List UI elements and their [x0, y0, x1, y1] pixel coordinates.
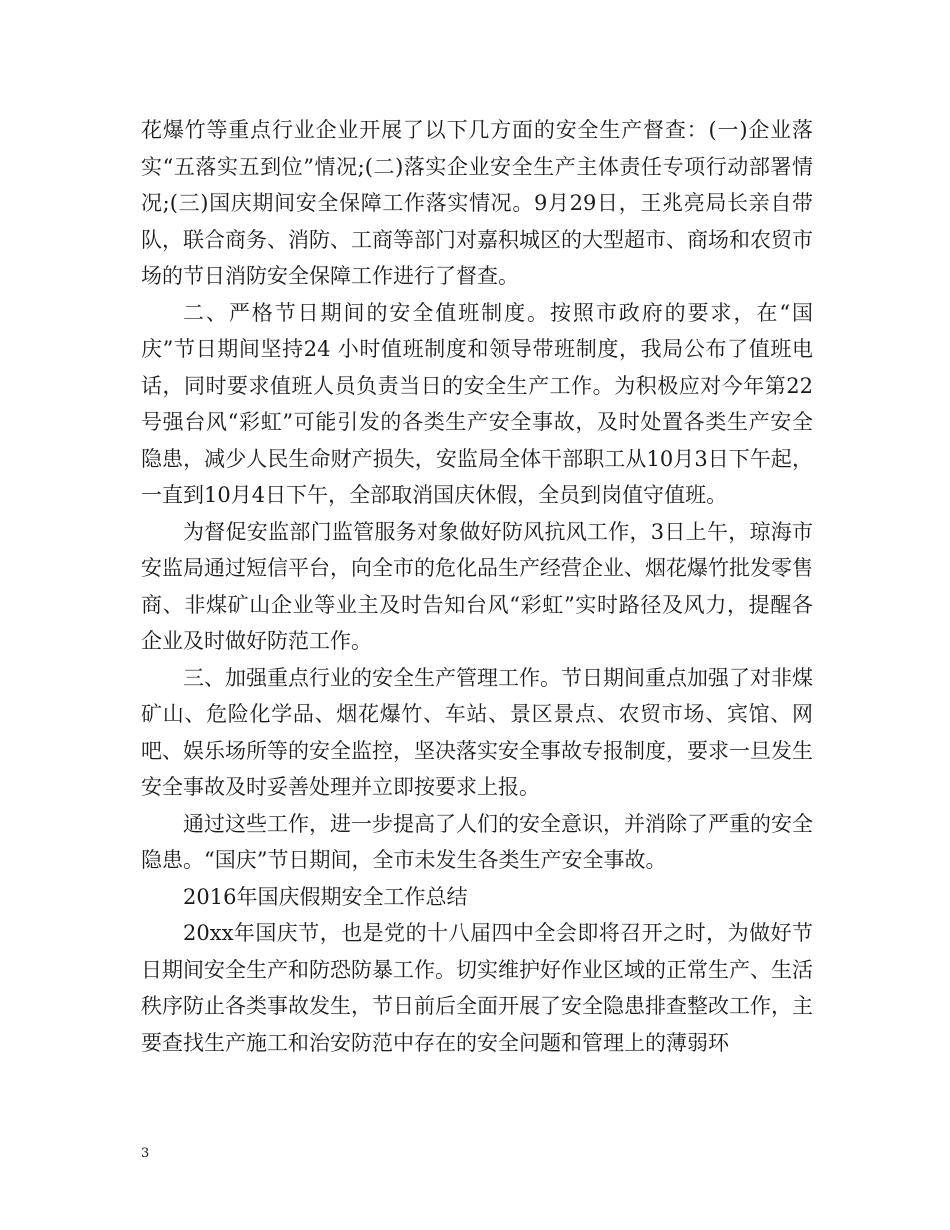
paragraph-key-industries: 三、加强重点行业的安全生产管理工作。节日期间重点加强了对非煤矿山、危险化学品、烟花爆竹、车站、景区景点、农贸市场、宾馆、网吧、娱乐场所等的安全监控，坚决落实安全事故专报制度，要求一旦发生安全事故及时妥善处理并立即按要求上报。 — [141, 665, 813, 799]
paragraph-conclusion: 通过这些工作，进一步提高了人们的安全意识，并消除了严重的安全隐患。“国庆”节日期间，全市未发生各类生产安全事故。 — [141, 811, 813, 872]
paragraph-duty-system: 二、严格节日期间的安全值班制度。按照市政府的要求，在“国庆”节日期间坚持24 小时值班制度和领导带班制度，我局公布了值班电话，同时要求值班人员负责当日的安全生产工作。为积极应对今年第22号强台风“彩虹”可能引发的各类生产安全事故，及时处置各类生产安全隐患，减少人民生命财产损失，安监局全体干部职工从10月3日下午起，一直到10月4日下午，全部取消国庆休假，全员到岗值守值班。 — [141, 300, 813, 507]
paragraph-typhoon-notice: 为督促安监部门监管服务对象做好防风抗风工作，3日上午，琼海市安监局通过短信平台，向全市的危化品生产经营企业、烟花爆竹批发零售商、非煤矿山企业等业主及时告知台风“彩虹”实时路径及风力，提醒各企业及时做好防范工作。 — [141, 519, 813, 653]
page-number: 3 — [141, 1146, 150, 1161]
paragraph-national-day-summary: 20xx年国庆节，也是党的十八届四中全会即将召开之时，为做好节日期间安全生产和防恐防暴工作。切实维护好作业区域的正常生产、生活秩序防止各类事故发生，节日前后全面开展了安全隐患排查整改工作，主要查找生产施工和治安防范中存在的安全问题和管理上的薄弱环 — [141, 921, 813, 1055]
section-heading: 2016年国庆假期安全工作总结 — [183, 884, 468, 909]
paragraph-continuation: 花爆竹等重点行业企业开展了以下几方面的安全生产督查：(一)企业落实“五落实五到位”情况;(二)落实企业安全生产主体责任专项行动部署情况;(三)国庆期间安全保障工作落实情况。9月29日，王兆亮局长亲自带队，联合商务、消防、工商等部门对嘉积城区的大型超市、商场和农贸市场的节日消防安全保障工作进行了督查。 — [141, 118, 813, 288]
document-body — [141, 112, 813, 1061]
